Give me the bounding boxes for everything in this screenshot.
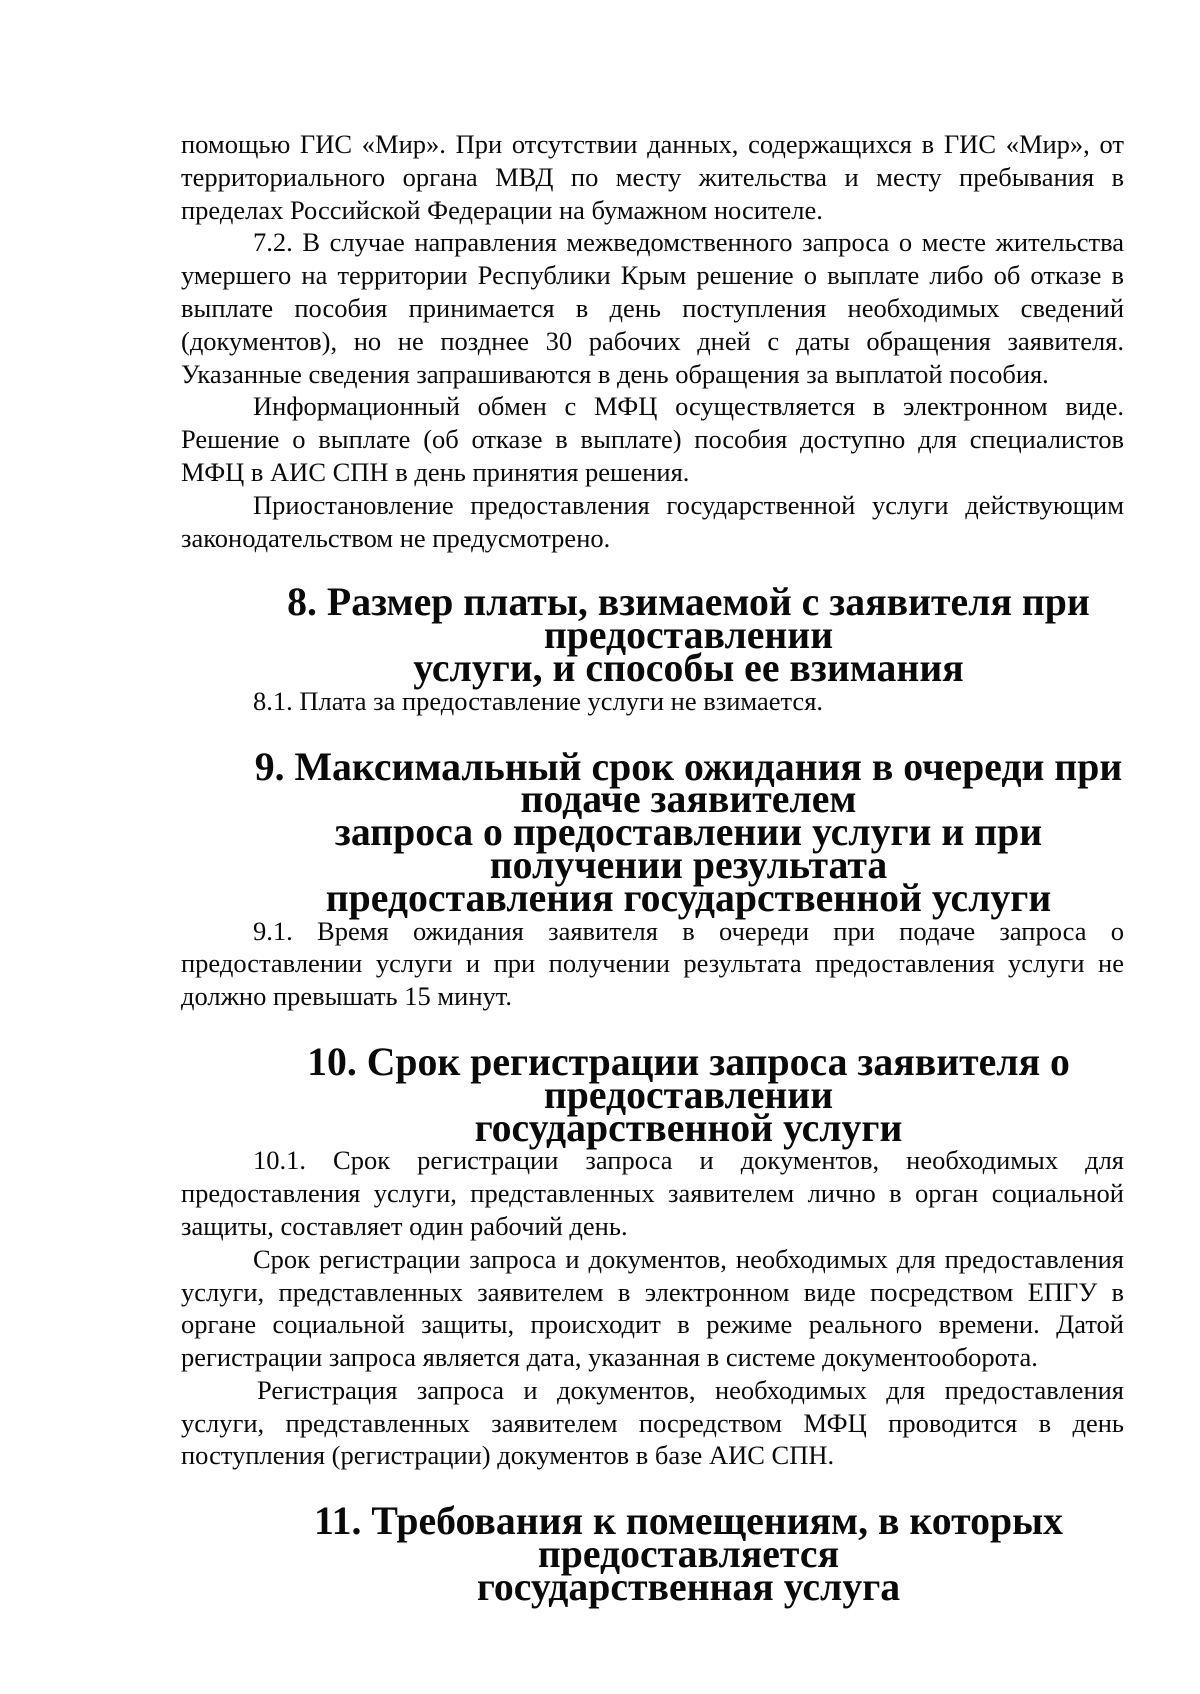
section-10-heading-line-2: государственной услуги: [474, 1105, 903, 1150]
section-11-heading-line-1: 11. Требования к помещениям, в которых предоставляется: [313, 1499, 1064, 1577]
paragraph-9-1: 9.1. Время ожидания заявителя в очереди при подаче запроса о предоставлении услуги и при получении результата предоставления услуги не должно превышать 15 минут.: [181, 915, 1124, 1012]
section-9-heading: [181, 744, 1124, 920]
section-9-heading-line-2: запроса о предоставлении услуги и при получении результата: [334, 810, 1043, 887]
paragraph-info-exchange: Информационный обмен с МФЦ осуществляется в электронном виде. Решение о выплате (об отказе в выплате) пособия доступно для специалистов МФЦ в АИС СПН в день принятия решения.: [181, 391, 1124, 487]
section-9-heading-line-1: 9. Максимальный срок ожидания в очереди при подаче заявителем: [254, 744, 1123, 822]
section-10-heading: [181, 1039, 1124, 1150]
paragraph-10-1: 10.1. Срок регистрации запроса и документов, необходимых для предоставления услуги, представленных заявителем лично в орган социальной защиты, составляет один рабочий день.: [181, 1145, 1124, 1241]
paragraph-7-2: 7.2. В случае направления межведомственного запроса о месте жительства умершего на территории Республики Крым решение о выплате либо об отказе в выплате пособия принимается в день поступления необходимых сведений (документов), но не позднее 30 рабочих дней с даты обращения заявителя. Указанные сведения запрашиваются в день обращения за выплатой пособия.: [181, 227, 1124, 389]
paragraph-10-mfc: Регистрация запроса и документов, необходимых для предоставления услуги, представленных заявителем посредством МФЦ проводится в день поступления (регистрации) документов в базе АИС СПН.: [181, 1374, 1124, 1471]
section-10-heading-line-1: 10. Срок регистрации запроса заявителя о предоставлении: [307, 1039, 1070, 1117]
section-11-heading-line-2: государственная услуга: [476, 1564, 901, 1609]
section-11-heading: [181, 1499, 1124, 1609]
section-8-heading-line-2: услуги, и способы ее взимания: [413, 645, 964, 690]
paragraph-8-1: 8.1. Плата за предоставление услуги не взимается.: [253, 685, 824, 716]
section-8-heading: [181, 580, 1124, 690]
paragraph-10-epgu: Срок регистрации запроса и документов, необходимых для предоставления услуги, представленных заявителем в электронном виде посредством ЕПГУ в органе социальной защиты, происходит в режиме реального времени. Датой регистрации запроса является дата, указанная в системе документооборота.: [181, 1243, 1124, 1373]
section-8-heading-line-1: 8. Размер платы, взимаемой с заявителя при предоставлении: [287, 580, 1090, 658]
section-9-heading-line-3: предоставления государственной услуги: [325, 875, 1052, 920]
paragraph-suspension: Приостановление предоставления государственной услуги действующим законодательством не предусмотрено.: [181, 489, 1124, 553]
paragraph-intro-continuation: помощью ГИС «Мир». При отсутствии данных, содержащихся в ГИС «Мир», от территориального органа МВД по месту жительства и месту пребывания в пределах Российской Федерации на бумажном носителе.: [181, 129, 1124, 225]
document-page: [181, 128, 1124, 1609]
